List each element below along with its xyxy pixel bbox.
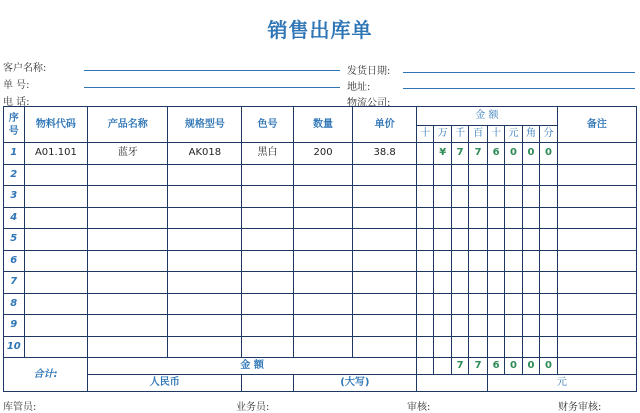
total-amount-digit[interactable]: 7	[469, 358, 487, 375]
cell-amount-digit[interactable]	[417, 207, 434, 229]
cell-spec-model[interactable]: AK018	[168, 143, 242, 165]
row-number: 8	[4, 293, 25, 315]
order-number-label: 单 号:	[3, 80, 30, 91]
cell-color-code[interactable]	[242, 315, 293, 337]
cell-product-name[interactable]	[88, 315, 168, 337]
cell-product-name[interactable]	[88, 207, 168, 229]
cell-amount-digit[interactable]	[469, 250, 487, 272]
table-row	[4, 250, 637, 272]
cell-quantity[interactable]	[293, 186, 353, 208]
cell-product-name[interactable]	[88, 293, 168, 315]
cell-amount-digit[interactable]	[540, 293, 558, 315]
cell-amount-digit[interactable]	[487, 293, 504, 315]
uppercase-amount-field[interactable]	[417, 375, 488, 392]
cell-remark[interactable]	[557, 207, 636, 229]
table-row	[4, 164, 637, 186]
cell-unit-price[interactable]	[353, 293, 417, 315]
cell-remark[interactable]	[557, 186, 636, 208]
total-amount-digit[interactable]	[417, 358, 434, 375]
salesperson-label: 业务员:	[236, 402, 270, 413]
cell-amount-digit[interactable]	[522, 293, 539, 315]
cell-amount-digit[interactable]	[522, 229, 539, 251]
cell-amount-digit[interactable]: 0	[540, 143, 558, 165]
cell-product-name[interactable]	[88, 250, 168, 272]
cell-quantity[interactable]	[293, 315, 353, 337]
col-header-amount: 金 额	[417, 107, 558, 126]
total-amount-digit[interactable]: 6	[487, 358, 504, 375]
cell-remark[interactable]	[557, 293, 636, 315]
cell-product-name[interactable]	[88, 336, 168, 358]
cell-spec-model[interactable]	[168, 250, 242, 272]
cell-material-code[interactable]	[24, 336, 88, 358]
yuan-label: 元	[487, 375, 636, 392]
col-header-color: 色号	[242, 107, 293, 143]
cell-material-code[interactable]	[24, 164, 88, 186]
cell-quantity[interactable]	[293, 250, 353, 272]
cell-amount-digit[interactable]	[469, 293, 487, 315]
cell-amount-digit[interactable]	[487, 336, 504, 358]
cell-amount-digit[interactable]	[522, 250, 539, 272]
col-header-qty: 数量	[293, 107, 353, 143]
cell-amount-digit[interactable]	[487, 250, 504, 272]
total-amount-digit[interactable]	[434, 358, 451, 375]
table-row	[4, 336, 637, 358]
cell-amount-digit[interactable]	[505, 164, 522, 186]
cell-unit-price[interactable]	[353, 229, 417, 251]
col-header-name: 产品名称	[88, 107, 168, 143]
cell-amount-digit[interactable]	[505, 250, 522, 272]
cell-amount-digit[interactable]: ¥	[434, 143, 451, 165]
cell-remark[interactable]	[557, 229, 636, 251]
row-number: 2	[4, 164, 25, 186]
cell-amount-digit[interactable]	[434, 229, 451, 251]
cell-amount-digit[interactable]	[469, 272, 487, 294]
cell-amount-digit[interactable]: 6	[487, 143, 504, 165]
digit-header: 百	[469, 126, 487, 143]
cell-amount-digit[interactable]	[451, 272, 468, 294]
cell-amount-digit[interactable]	[469, 186, 487, 208]
total-amount-digit[interactable]: 0	[540, 358, 558, 375]
table-row	[4, 315, 637, 337]
cell-amount-digit[interactable]	[417, 229, 434, 251]
row-number: 6	[4, 250, 25, 272]
document-title: 销售出库单	[267, 18, 373, 42]
cell-amount-digit[interactable]	[469, 336, 487, 358]
digit-header: 分	[540, 126, 558, 143]
row-number: 9	[4, 315, 25, 337]
cell-unit-price[interactable]	[353, 336, 417, 358]
cell-amount-digit[interactable]	[522, 272, 539, 294]
cell-amount-digit[interactable]	[540, 207, 558, 229]
cell-color-code[interactable]	[242, 164, 293, 186]
cell-spec-model[interactable]	[168, 186, 242, 208]
cell-quantity[interactable]: 200	[293, 143, 353, 165]
cell-amount-digit[interactable]	[522, 315, 539, 337]
row-number: 7	[4, 272, 25, 294]
cell-amount-digit[interactable]	[505, 186, 522, 208]
uppercase-label: (大写)	[293, 375, 416, 392]
cell-color-code[interactable]	[242, 250, 293, 272]
order-number-field[interactable]	[84, 87, 340, 88]
cell-material-code[interactable]	[24, 250, 88, 272]
cell-material-code[interactable]	[24, 186, 88, 208]
cell-quantity[interactable]	[293, 207, 353, 229]
cell-quantity[interactable]	[293, 293, 353, 315]
phone-label: 电 话:	[3, 97, 30, 108]
cell-color-code[interactable]	[242, 293, 293, 315]
cell-amount-digit[interactable]: 7	[469, 143, 487, 165]
cell-amount-digit[interactable]	[540, 272, 558, 294]
row-number: 1	[4, 143, 25, 165]
cell-remark[interactable]	[557, 164, 636, 186]
cell-material-code[interactable]	[24, 229, 88, 251]
ship-date-field[interactable]	[403, 72, 635, 73]
cell-amount-digit[interactable]	[487, 186, 504, 208]
cell-amount-digit[interactable]	[522, 207, 539, 229]
rmb-label: 人民币	[88, 375, 242, 392]
reviewer-label: 审核:	[407, 402, 431, 413]
cell-material-code[interactable]: A01.101	[24, 143, 88, 165]
digit-header: 十	[487, 126, 504, 143]
cell-amount-digit[interactable]	[434, 336, 451, 358]
header-row-top	[4, 107, 637, 126]
cell-spec-model[interactable]	[168, 272, 242, 294]
cell-material-code[interactable]	[24, 315, 88, 337]
digit-header: 十	[417, 126, 434, 143]
cell-color-code[interactable]	[242, 207, 293, 229]
warehouse-keeper-label: 库管员:	[3, 402, 37, 413]
total-remark[interactable]	[557, 358, 636, 375]
row-number: 5	[4, 229, 25, 251]
cell-amount-digit[interactable]	[469, 315, 487, 337]
cell-amount-digit[interactable]	[417, 143, 434, 165]
cell-amount-digit[interactable]	[417, 272, 434, 294]
table-row	[4, 207, 637, 229]
cell-amount-digit[interactable]	[505, 229, 522, 251]
cell-unit-price[interactable]	[353, 250, 417, 272]
cell-product-name[interactable]	[88, 164, 168, 186]
cell-color-code[interactable]	[242, 336, 293, 358]
cell-amount-digit[interactable]	[434, 164, 451, 186]
address-label: 地址:	[347, 82, 371, 93]
cell-amount-digit[interactable]	[451, 250, 468, 272]
logistics-label: 物流公司:	[347, 98, 391, 109]
cell-unit-price[interactable]	[353, 272, 417, 294]
cell-amount-digit[interactable]	[469, 229, 487, 251]
cell-amount-digit[interactable]	[522, 164, 539, 186]
cell-amount-digit[interactable]	[434, 250, 451, 272]
cell-remark[interactable]	[557, 336, 636, 358]
cell-color-code[interactable]	[242, 272, 293, 294]
cell-amount-digit[interactable]	[505, 207, 522, 229]
total-uppercase-row	[4, 375, 637, 392]
cell-unit-price[interactable]: 38.8	[353, 143, 417, 165]
cell-amount-digit[interactable]	[505, 293, 522, 315]
cell-spec-model[interactable]	[168, 293, 242, 315]
table-row	[4, 272, 637, 294]
cell-quantity[interactable]	[293, 336, 353, 358]
cell-remark[interactable]	[557, 143, 636, 165]
cell-amount-digit[interactable]	[417, 164, 434, 186]
col-header-code: 物料代码	[24, 107, 88, 143]
cell-color-code[interactable]: 黑白	[242, 143, 293, 165]
customer-name-field[interactable]	[84, 70, 340, 71]
cell-unit-price[interactable]	[353, 186, 417, 208]
cell-amount-digit[interactable]	[469, 164, 487, 186]
cell-amount-digit[interactable]	[505, 272, 522, 294]
row-number: 3	[4, 186, 25, 208]
cell-color-code[interactable]	[242, 229, 293, 251]
table-row	[4, 143, 637, 165]
digit-header: 千	[451, 126, 468, 143]
cell-amount-digit[interactable]	[434, 315, 451, 337]
cell-amount-digit[interactable]	[505, 315, 522, 337]
cell-amount-digit[interactable]: 0	[505, 143, 522, 165]
digit-header: 角	[522, 126, 539, 143]
cell-amount-digit[interactable]	[417, 293, 434, 315]
cell-amount-digit[interactable]	[487, 272, 504, 294]
col-header-spec: 规格型号	[168, 107, 242, 143]
col-header-price: 单价	[353, 107, 417, 143]
cell-spec-model[interactable]	[168, 229, 242, 251]
total-amount-digit[interactable]: 7	[451, 358, 468, 375]
table-row	[4, 293, 637, 315]
table-row	[4, 186, 637, 208]
finance-reviewer-label: 财务审核:	[558, 402, 602, 413]
cell-remark[interactable]	[557, 315, 636, 337]
digit-header: 万	[434, 126, 451, 143]
col-header-seq: 序号	[4, 107, 25, 143]
cell-color-code[interactable]	[242, 186, 293, 208]
cell-amount-digit[interactable]	[434, 293, 451, 315]
cell-amount-digit[interactable]: 0	[522, 143, 539, 165]
col-header-remark: 备注	[557, 107, 636, 143]
cell-amount-digit[interactable]	[451, 207, 468, 229]
table-row	[4, 229, 637, 251]
cell-product-name[interactable]	[88, 229, 168, 251]
cell-amount-digit[interactable]	[540, 336, 558, 358]
cell-product-name[interactable]	[88, 186, 168, 208]
cell-amount-digit[interactable]: 7	[451, 143, 468, 165]
digit-header: 元	[505, 126, 522, 143]
cell-amount-digit[interactable]	[540, 186, 558, 208]
cell-quantity[interactable]	[293, 272, 353, 294]
cell-amount-digit[interactable]	[451, 315, 468, 337]
cell-quantity[interactable]	[293, 229, 353, 251]
cell-amount-digit[interactable]	[451, 336, 468, 358]
cell-product-name[interactable]	[88, 272, 168, 294]
cell-amount-digit[interactable]	[417, 186, 434, 208]
total-amount-label: 金 额	[88, 358, 417, 375]
cell-material-code[interactable]	[24, 272, 88, 294]
cell-material-code[interactable]	[24, 207, 88, 229]
cell-quantity[interactable]	[293, 164, 353, 186]
cell-amount-digit[interactable]	[540, 315, 558, 337]
cell-amount-digit[interactable]	[487, 229, 504, 251]
address-field[interactable]	[403, 88, 635, 89]
cell-amount-digit[interactable]	[505, 336, 522, 358]
cell-unit-price[interactable]	[353, 315, 417, 337]
cell-remark[interactable]	[557, 272, 636, 294]
rmb-value[interactable]	[242, 375, 293, 392]
cell-amount-digit[interactable]	[451, 229, 468, 251]
cell-amount-digit[interactable]	[417, 315, 434, 337]
row-number: 4	[4, 207, 25, 229]
customer-name-label: 客户名称:	[3, 63, 47, 74]
cell-amount-digit[interactable]	[417, 250, 434, 272]
cell-spec-model[interactable]	[168, 164, 242, 186]
cell-remark[interactable]	[557, 250, 636, 272]
total-amount-digit[interactable]: 0	[522, 358, 539, 375]
cell-amount-digit[interactable]	[487, 207, 504, 229]
cell-amount-digit[interactable]	[540, 164, 558, 186]
cell-amount-digit[interactable]	[522, 186, 539, 208]
cell-amount-digit[interactable]	[487, 164, 504, 186]
order-table	[3, 106, 637, 392]
cell-amount-digit[interactable]	[451, 164, 468, 186]
ship-date-label: 发货日期:	[347, 66, 391, 77]
cell-amount-digit[interactable]	[434, 272, 451, 294]
cell-unit-price[interactable]	[353, 164, 417, 186]
cell-material-code[interactable]	[24, 293, 88, 315]
cell-spec-model[interactable]	[168, 207, 242, 229]
total-row	[4, 358, 637, 375]
total-amount-digit[interactable]: 0	[505, 358, 522, 375]
cell-spec-model[interactable]	[168, 336, 242, 358]
cell-amount-digit[interactable]	[469, 207, 487, 229]
cell-amount-digit[interactable]	[540, 229, 558, 251]
cell-amount-digit[interactable]	[434, 186, 451, 208]
cell-amount-digit[interactable]	[487, 315, 504, 337]
cell-amount-digit[interactable]	[522, 336, 539, 358]
cell-amount-digit[interactable]	[417, 336, 434, 358]
cell-amount-digit[interactable]	[451, 293, 468, 315]
total-label: 合计:	[4, 358, 88, 392]
cell-product-name[interactable]: 蓝牙	[88, 143, 168, 165]
cell-spec-model[interactable]	[168, 315, 242, 337]
cell-amount-digit[interactable]	[434, 207, 451, 229]
cell-amount-digit[interactable]	[451, 186, 468, 208]
row-number: 10	[4, 336, 25, 358]
cell-amount-digit[interactable]	[540, 250, 558, 272]
cell-unit-price[interactable]	[353, 207, 417, 229]
